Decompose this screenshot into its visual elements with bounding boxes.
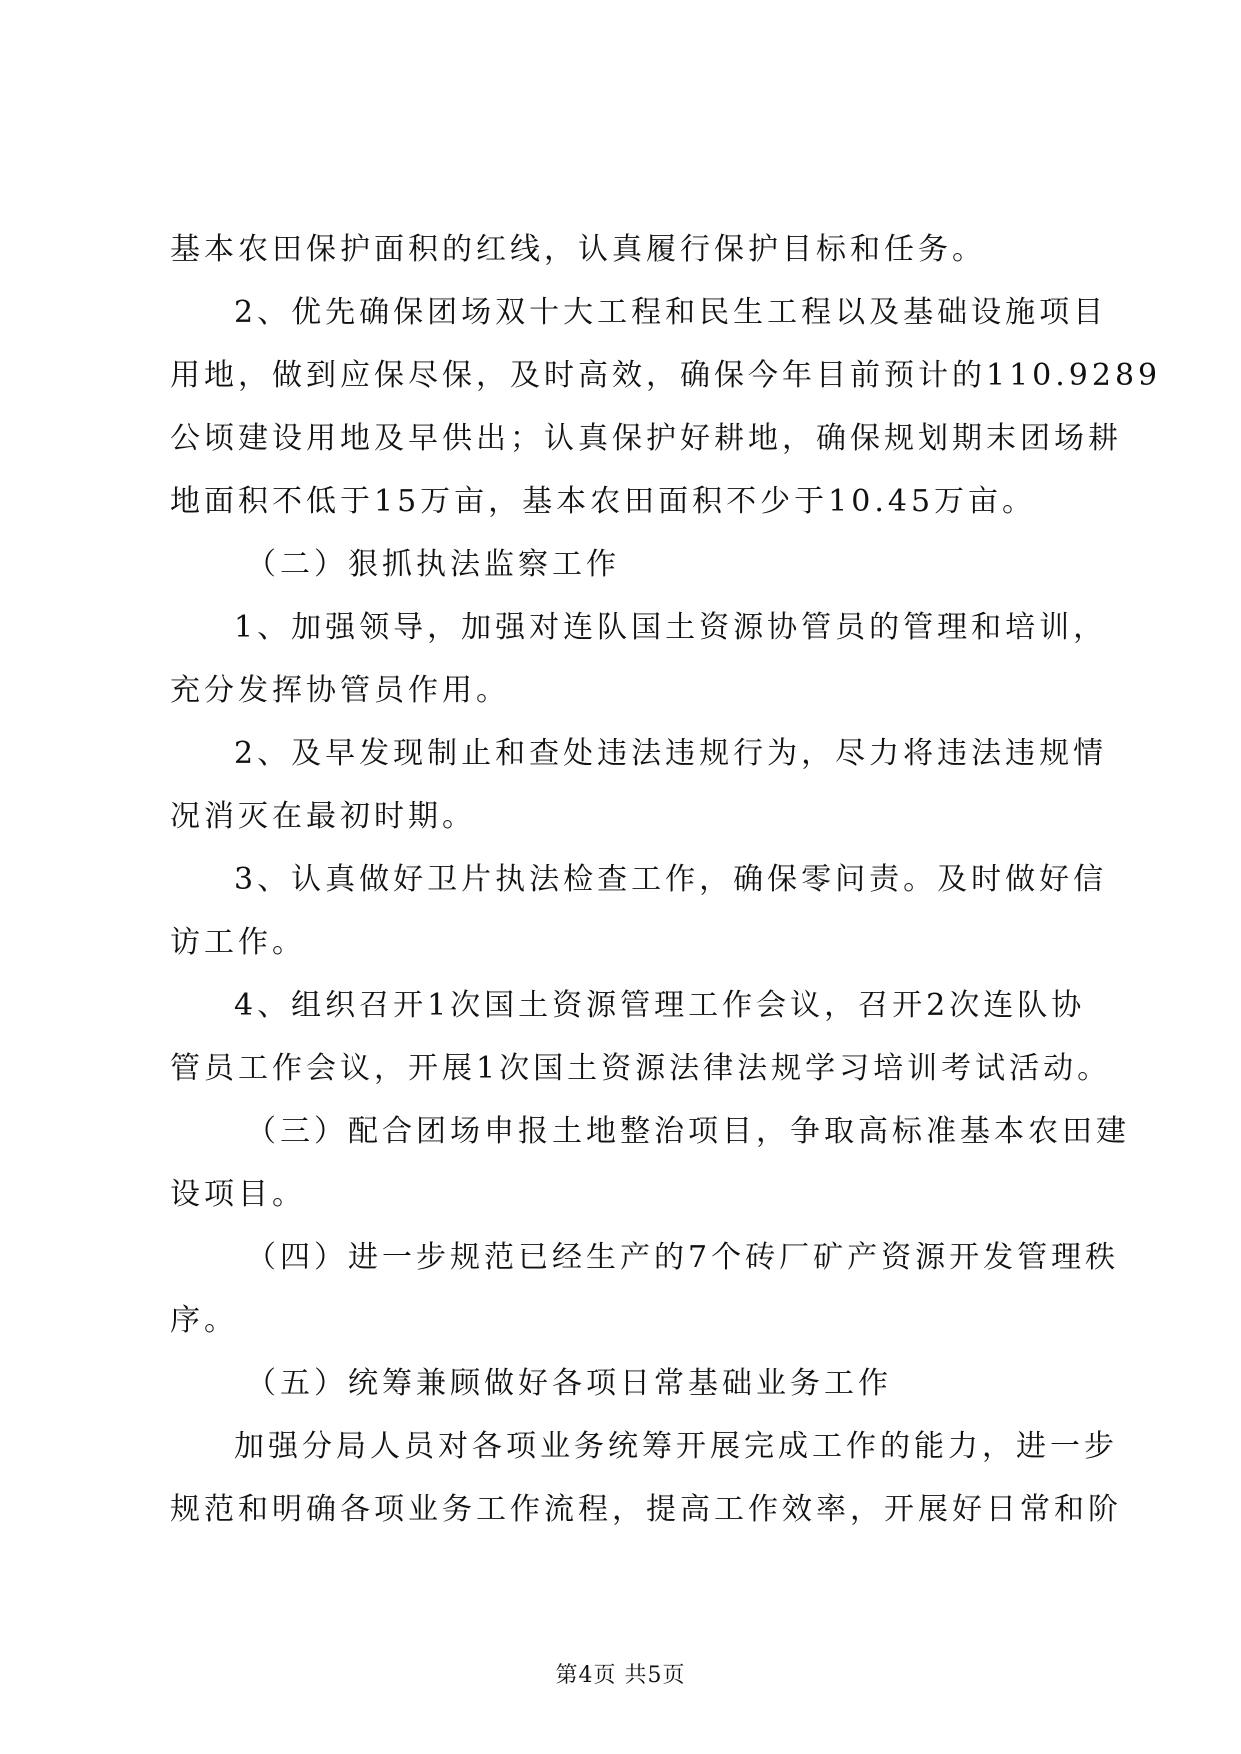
body-line: 管员工作会议，开展1次国土资源法律法规学习培训考试活动。: [170, 1051, 1112, 1086]
body-line: 序。: [170, 1303, 238, 1338]
body-line: 设项目。: [170, 1177, 306, 1212]
body-line: 规范和明确各项业务工作流程，提高工作效率，开展好日常和阶: [170, 1492, 1122, 1527]
body-line: 3、认真做好卫片执法检查工作，确保零问责。及时做好信: [234, 862, 1108, 897]
body-line: 1、加强领导，加强对连队国土资源协管员的管理和培训，: [234, 610, 1108, 645]
body-line: 基本农田保护面积的红线，认真履行保护目标和任务。: [170, 232, 986, 267]
body-line: 用地，做到应保尽保，及时高效，确保今年目前预计的110.9289: [170, 358, 1162, 393]
body-line: 2、及早发现制止和查处违法违规行为，尽力将违法违规情: [234, 736, 1108, 771]
body-line: 地面积不低于15万亩，基本农田面积不少于10.45万亩。: [170, 484, 1037, 519]
body-line: （四）进一步规范已经生产的7个砖厂矿产资源开发管理秩: [246, 1240, 1120, 1275]
body-line: （三）配合团场申报土地整治项目，争取高标准基本农田建: [246, 1114, 1130, 1149]
body-line: 访工作。: [170, 925, 306, 960]
body-line: （二）狠抓执法监察工作: [246, 547, 620, 582]
body-line: 况消灭在最初时期。: [170, 799, 476, 834]
body-line: 充分发挥协管员作用。: [170, 673, 510, 708]
body-line: 2、优先确保团场双十大工程和民生工程以及基础设施项目: [234, 295, 1108, 330]
body-line: 4、组织召开1次国土资源管理工作会议，召开2次连队协: [234, 988, 1086, 1023]
body-line: 加强分局人员对各项业务统筹开展完成工作的能力，进一步: [234, 1429, 1118, 1464]
page-footer: 第4页 共5页: [555, 1663, 686, 1688]
document-body: [170, 218, 1162, 1541]
body-line: 公顷建设用地及早供出；认真保护好耕地，确保规划期末团场耕: [170, 421, 1122, 456]
body-line: （五）统筹兼顾做好各项日常基础业务工作: [246, 1366, 892, 1401]
